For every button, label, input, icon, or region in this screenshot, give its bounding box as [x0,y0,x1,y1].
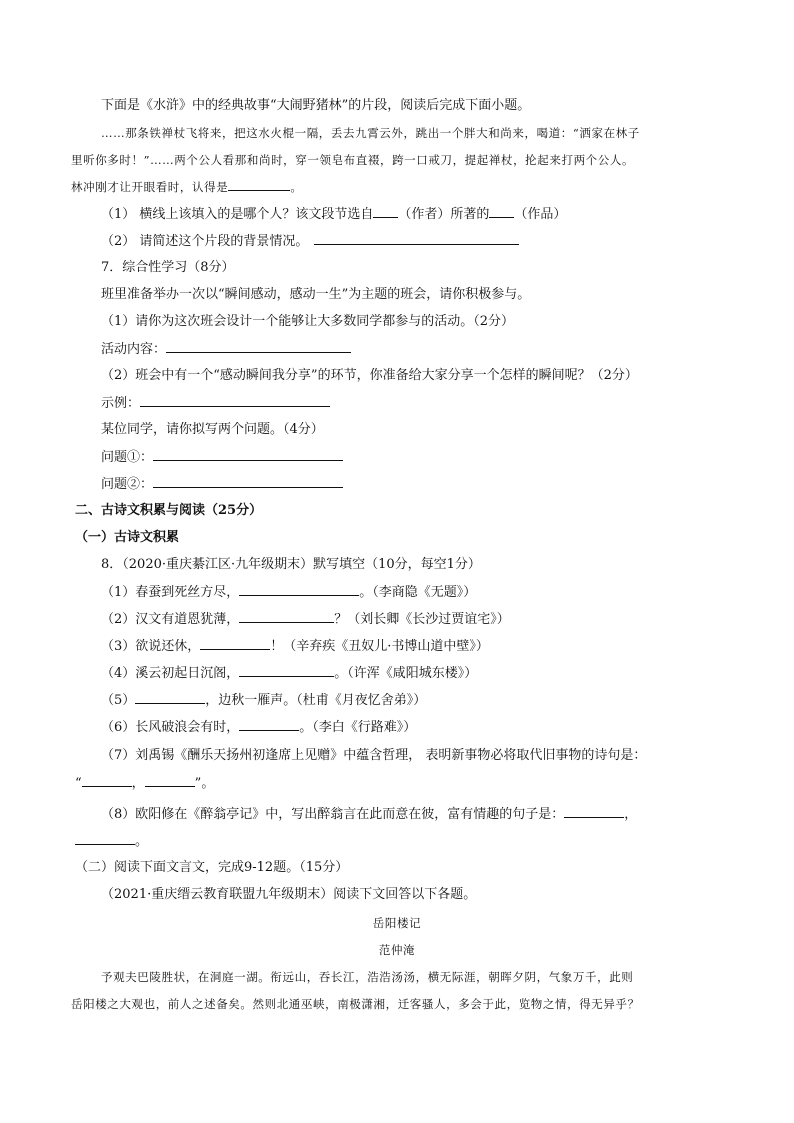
excerpt-line-2: 里听你多时！”……两个公人看那和尚时，穿一领皂布直裰，跨一口戒刀，提起禅杖，抡起来打两个公人。 [71,153,635,167]
question-8-title: 8．（2020·重庆綦江区·九年级期末）默写填空（10分，每空1分） [101,557,481,572]
q8-blank-5[interactable] [135,691,205,704]
q8-blank-4[interactable] [239,664,334,677]
q8-item-7: （7）刘禹锡《酬乐天扬州初逢席上见赠》中蕴含哲理， 表明新事物必将取代旧事物的诗句是： [101,748,647,763]
answer-blank[interactable] [228,178,290,191]
q8-item-5: （5） ，边秋一雁声。（杜甫《月夜忆舍弟》） [101,693,427,708]
source-line: （2021·重庆缙云教育联盟九年级期末）阅读下文回答以下各题。 [101,887,477,902]
section-7-intro: 班里准备举办一次以“瞬间感动，感动一生”为主题的班会，请你积极参与。 [101,287,531,302]
author-blank[interactable] [373,205,398,218]
essay-title: 岳阳楼记 [372,916,422,930]
q8-blank-2[interactable] [239,610,334,623]
activity-line: 活动内容： [101,340,351,359]
q8-blank-1[interactable] [239,583,359,596]
intro-text: 下面是《水浒》中的经典故事“大闹野猪林”的片段，阅读后完成下面小题。 [101,98,531,113]
excerpt-line-1: ……那条铁禅杖飞将来，把这水火棍一隔，丢去九霄云外，跳出一个胖大和尚来，喝道：“洒家在林子 [101,126,640,140]
section-2-heading: 二、古诗文积累与阅读（25分） [75,503,263,518]
essay-line-2: 岳阳楼之大观也，前人之述备矣。然则北通巫峡，南极潇湘，迁客骚人，多会于此，览物之情，得无异乎？ [71,997,640,1011]
subsection-2-heading: （二）阅读下面文言文，完成9-12题。（15分） [75,860,349,875]
background-blank[interactable] [314,232,519,245]
subsection-1-heading: （一）古诗文积累 [75,530,180,545]
section-7-q2: （2）班会中有一个“感动瞬间我分享”的环节，你准备给大家分享一个怎样的瞬间呢？（2分） [101,368,638,383]
question-1-blank[interactable] [153,448,343,461]
q8-item-2: （2）汉文有道恩犹薄， ？（刘长卿《长沙过贾谊宅》） [101,612,510,627]
question-line-1: 问题①： [101,448,343,467]
q8-item-8-end: 。 [75,832,148,851]
example-blank[interactable] [140,394,330,407]
question-1: （1） 横线上该填入的是哪个人？该文段节选自 （作者）所著的 （作品） [101,207,567,222]
essay-line-1: 予观夫巴陵胜状，在洞庭一湖。衔远山，吞长江，浩浩汤汤，横无际涯，朝晖夕阴，气象万千，此则 [101,970,634,984]
question-2: （2） 请简述这个片段的背景情况。 [101,232,519,251]
work-blank[interactable] [489,205,514,218]
question-2-blank[interactable] [153,475,343,488]
excerpt-line-3: 林冲刚才让开眼看时，认得是 。 [71,180,303,194]
section-7-q3: 某位同学，请你拟写两个问题。（4分） [101,422,324,437]
q8-blank-8a[interactable] [564,805,624,818]
q8-item-1: （1）春蚕到死丝方尽， 。（李商隐《无题》） [101,585,477,600]
section-7-title: 7．综合性学习（8分） [101,260,235,275]
activity-blank[interactable] [166,340,351,353]
q8-blank-7a[interactable] [82,774,132,787]
q8-blank-7b[interactable] [145,774,195,787]
q8-item-7-answer: “ ， ”。 [75,776,215,791]
q8-item-8: （8）欧阳修在《醉翁亭记》中，写出醉翁言在此而意在彼，富有情趣的句子是： ， [101,807,638,822]
example-line: 示例： [101,394,330,413]
q8-blank-6[interactable] [239,718,299,731]
q8-item-3: （3）欲说还休， ！（辛弃疾《丑奴儿·书博山道中壁》） [101,639,489,654]
essay-author: 范仲淹 [378,943,416,957]
question-line-2: 问题②： [101,475,343,494]
q8-blank-3[interactable] [200,637,270,650]
section-7-q1: （1）请你为这次班会设计一个能够让大多数同学都参与的活动。（2分） [101,314,515,329]
q8-item-4: （4）溪云初起日沉阁， 。（许浑《咸阳城东楼》） [101,666,478,681]
q8-blank-8b[interactable] [75,832,135,845]
q8-item-6: （6）长风破浪会有时， 。（李白《行路难》） [101,720,417,735]
